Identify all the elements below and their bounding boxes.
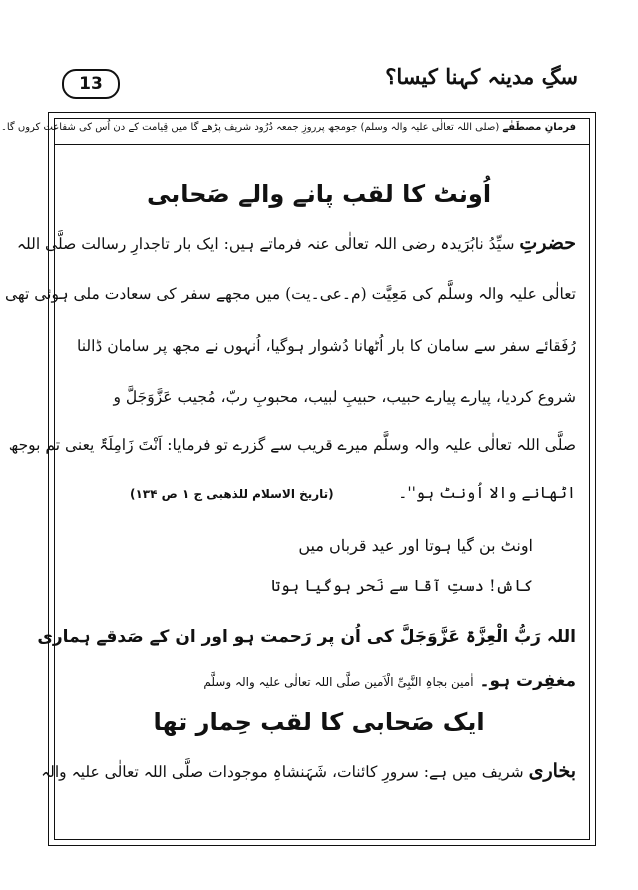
body-line-bukhari-text: شریف میں ہے: سرورِ کائنات، شَہَنشاہِ موجودات صلَّی اللہ تعالٰی علیہ والہ	[41, 763, 524, 781]
dua-line-2	[60, 670, 576, 691]
hadith-label: فرمانِ مصطَفٰے	[502, 122, 576, 133]
section-heading-camel: اُونٹ کا لقب پانے والے صَحابی	[146, 180, 492, 208]
dua-line-1: اللہ رَبُّ الْعِزَّۃ عَزَّوَجَلَّ کی اُن پر رَحمت ہو اور ان کے صَدقے ہماری	[37, 627, 576, 647]
lead-word-bukhari: بخاری	[528, 760, 576, 782]
section-heading-himar: ایک صَحابی کا لقب حِمار تھا	[153, 708, 485, 736]
body-line-2: تعالٰی علیہ والہ وسلَّم کی مَعِیَّت (م۔عی۔یت) میں مجھے سفر کی سعادت ملی ہوئی تھی	[4, 285, 576, 303]
body-line-6: اٹھانے والا اُونٹ ہو''۔	[398, 484, 576, 502]
ameen-text: اٰمین بجاہِ النَّبِیِّ الْاَمین صلَّی اللہ تعالٰی علیہ والہ وسلَّم	[203, 675, 474, 689]
hadith-divider	[54, 144, 590, 145]
body-line-5: صلَّی اللہ تعالٰی علیہ والہ وسلَّم میرے قریب سے گزرے تو فرمایا: اَنْتَ زَامِلَۃٌ یعنی تم بوجھ	[8, 436, 576, 454]
hadith-text: (صلی اللہ تعالٰی علیہ والہ وسلم) جومجھ پرروزِ جمعہ دُرُود شریف پڑھے گا میں قِیامت کے دن اُس کی شفاعت کروں گا۔	[1, 122, 500, 133]
body-line-4: شروع کردیا، پیارے پیارے حبیب، حبیبِ لبیب، محبوبِ ربّ، مُجیب عَزَّوَجَلَّ و	[113, 388, 576, 406]
reference-citation: (تاریخ الاسلام للذھبی ج ۱ ص ۱۳۴)	[130, 487, 334, 501]
dua-maghfirat: مغفِرت ہو۔	[479, 671, 576, 691]
body-line-1	[16, 232, 576, 254]
poem-line-1: اونٹ بن گیا ہوتا اور عید قرباں میں	[298, 536, 533, 555]
book-title: سگِ مدینہ کہنا کیسا؟	[385, 64, 578, 89]
poem-line-2: کاش! دستِ آقا سے نَحر ہوگیا ہوتا	[271, 576, 533, 595]
body-line-bukhari	[41, 760, 576, 782]
body-line-3: رُفَقائے سفر سے سامان کا بار اُٹھانا دُشوار ہوگیا، اُنہوں نے مجھ پر سامان ڈالنا	[76, 337, 576, 355]
body-line-1-text: سیِّدُ نابُرَیدہ رضی اللہ تعالٰی عنہ فرماتے ہیں: ایک بار تاجدارِ رسالت صلَّی اللہ	[16, 235, 515, 253]
page-number: 13	[62, 69, 120, 99]
lead-word-hazrat: حضرتِ	[519, 232, 576, 254]
hadith-banner	[1, 122, 576, 133]
